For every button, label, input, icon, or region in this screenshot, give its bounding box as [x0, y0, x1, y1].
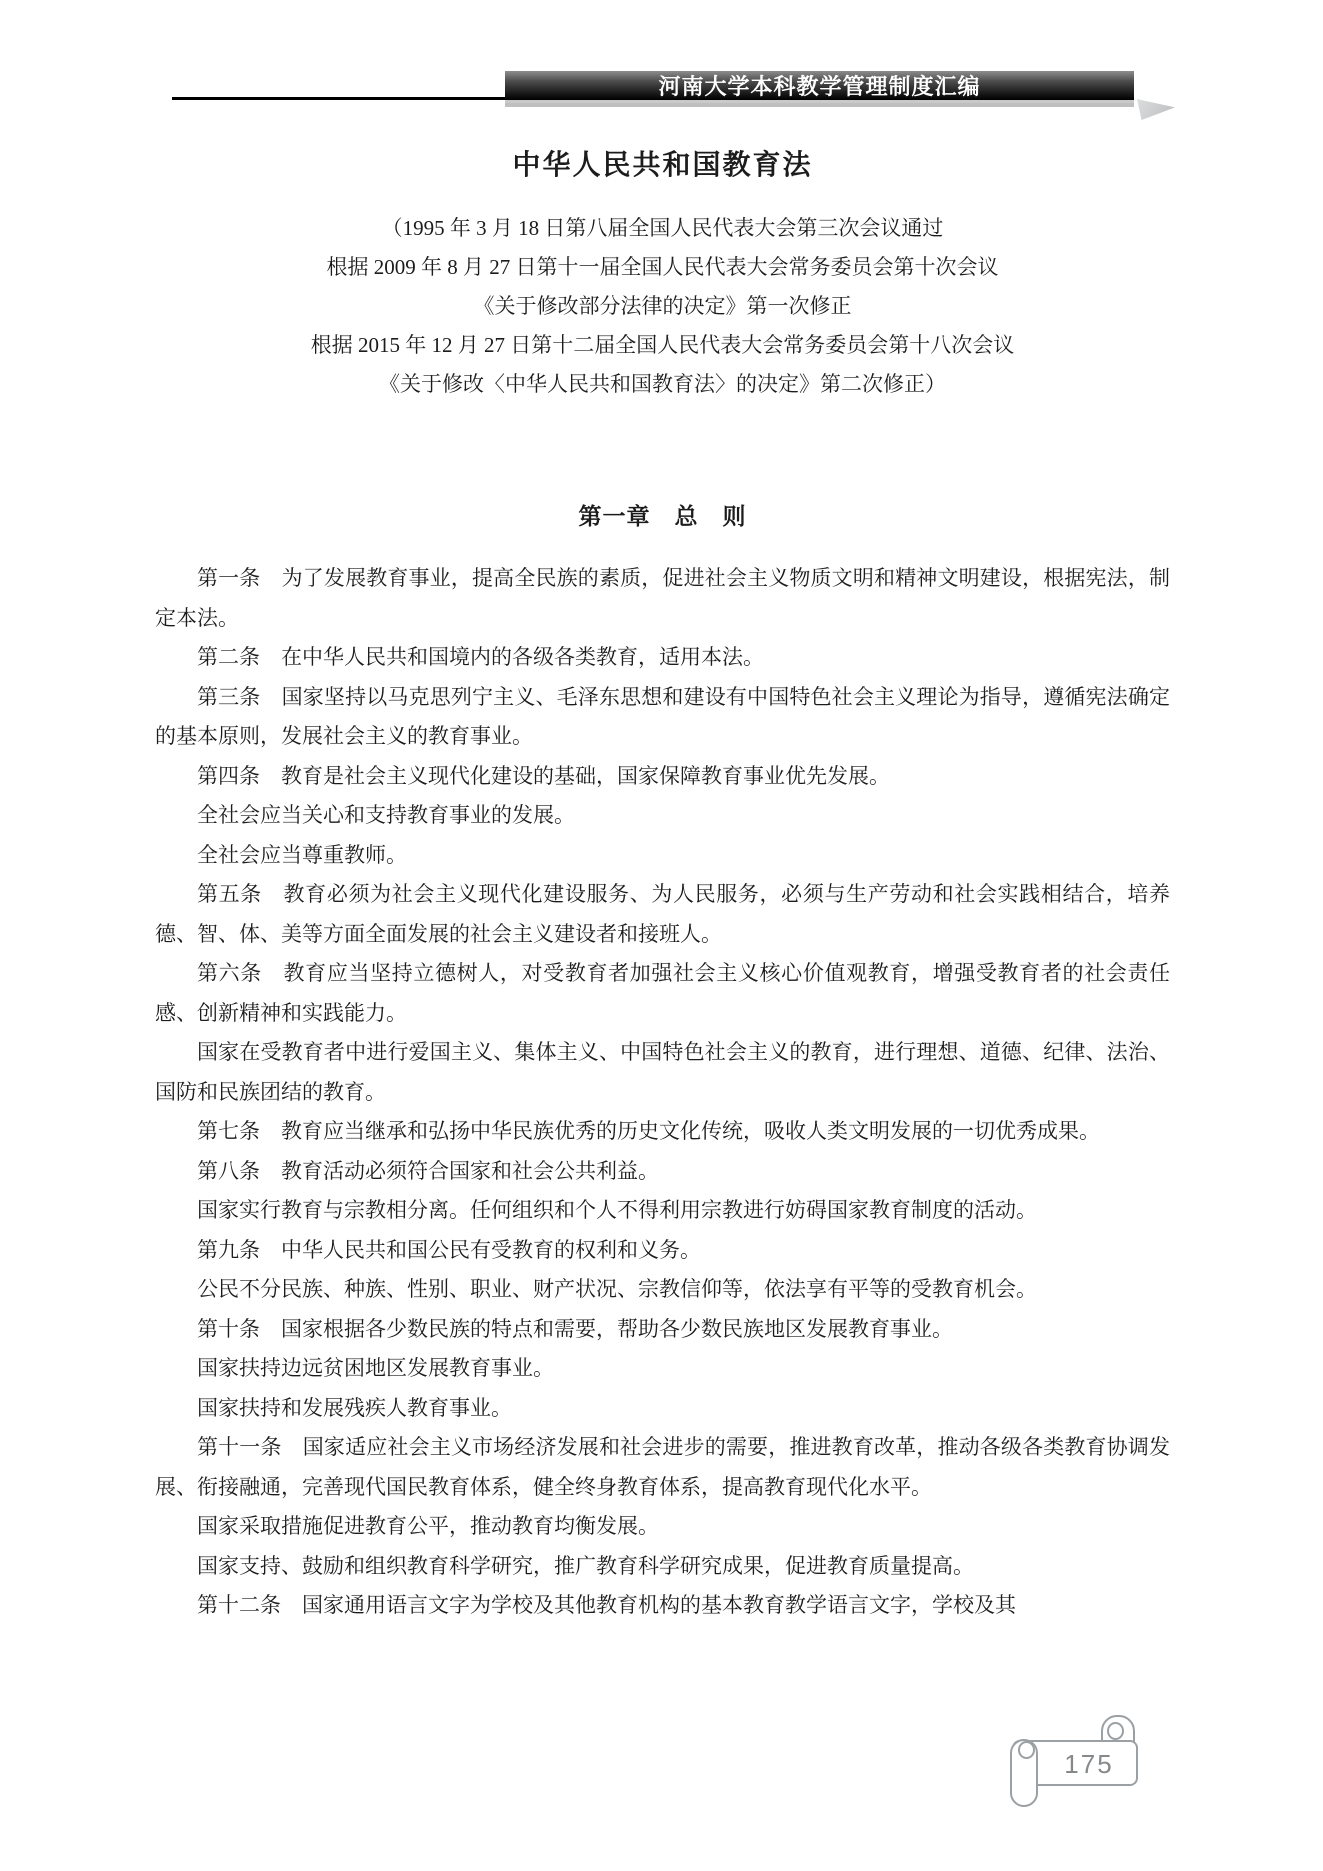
header-rule: [172, 97, 506, 100]
law-body: [155, 559, 1170, 1626]
compilation-title: 河南大学本科教学管理制度汇编: [658, 74, 981, 99]
document-title: 中华人民共和国教育法: [512, 150, 813, 181]
document-page: [155, 123, 1170, 1626]
law-paragraph: 国家采取措施促进教育公平，推动教育均衡发展。: [197, 1514, 659, 1538]
preamble-line: 《关于修改〈中华人民共和国教育法〉的决定》第二次修正）: [379, 372, 946, 396]
law-paragraph: 国家扶持边远贫困地区发展教育事业。: [197, 1356, 554, 1380]
law-paragraph: 第二条 在中华人民共和国境内的各级各类教育，适用本法。: [197, 645, 764, 669]
preamble-line: （1995 年 3 月 18 日第八届全国人民代表大会第三次会议通过: [381, 216, 944, 240]
scroll-top-roll-hole: [1107, 1722, 1124, 1740]
preamble-line: 《关于修改部分法律的决定》第一次修正: [473, 294, 852, 318]
chapter-heading: 第一章 总 则: [578, 504, 747, 529]
law-paragraph: 第十二条 国家通用语言文字为学校及其他教育机构的基本教育教学语言文字，学校及其: [197, 1593, 1016, 1617]
law-paragraph: 第十条 国家根据各少数民族的特点和需要，帮助各少数民族地区发展教育事业。: [197, 1316, 953, 1341]
law-paragraph: 第五条 教育必须为社会主义现代化建设服务、为人民服务，必须与生产劳动和社会实践相结合，培养德、智、体、美等方面全面发展的社会主义建设者和接班人。: [155, 882, 1170, 946]
corner-arrow-icon: [1137, 99, 1175, 120]
law-paragraph: 国家支持、鼓励和组织教育科学研究，推广教育科学研究成果，促进教育质量提高。: [197, 1553, 974, 1578]
law-paragraph: 第六条 教育应当坚持立德树人，对受教育者加强社会主义核心价值观教育，增强受教育者的社会责任感、创新精神和实践能力。: [155, 961, 1170, 1025]
preamble-line: 根据 2009 年 8 月 27 日第十一届全国人民代表大会常务委员会第十次会议: [326, 255, 999, 279]
preamble-line: 根据 2015 年 12 月 27 日第十二届全国人民代表大会常务委员会第十八次会议: [310, 333, 1015, 357]
law-paragraph: 第十一条 国家适应社会主义市场经济发展和社会进步的需要，推进教育改革，推动各级各类教育协调发展、衔接融通，完善现代国民教育体系，健全终身教育体系，提高教育现代化水平。: [155, 1435, 1170, 1499]
law-paragraph: 第一条 为了发展教育事业，提高全民族的素质，促进社会主义物质文明和精神文明建设，根据宪法，制定本法。: [155, 566, 1170, 630]
law-paragraph: 第七条 教育应当继承和弘扬中华民族优秀的历史文化传统，吸收人类文明发展的一切优秀成果。: [197, 1119, 1100, 1143]
page-number: 175: [1064, 1748, 1114, 1779]
law-paragraph: 国家扶持和发展残疾人教育事业。: [197, 1395, 512, 1420]
preamble: [155, 209, 1170, 404]
law-paragraph: 第八条 教育活动必须符合国家和社会公共利益。: [197, 1158, 659, 1183]
law-paragraph: 第四条 教育是社会主义现代化建设的基础，国家保障教育事业优先发展。: [197, 763, 890, 788]
law-paragraph: 第九条 中华人民共和国公民有受教育的权利和义务。: [197, 1237, 701, 1262]
scroll-left-roll-hole: [1018, 1741, 1035, 1759]
header-banner: [505, 71, 1134, 103]
law-paragraph: 全社会应当尊重教师。: [197, 842, 407, 867]
law-paragraph: 公民不分民族、种族、性别、职业、财产状况、宗教信仰等，依法享有平等的受教育机会。: [197, 1277, 1037, 1301]
law-paragraph: 国家实行教育与宗教相分离。任何组织和个人不得利用宗教进行妨碍国家教育制度的活动。: [197, 1198, 1037, 1222]
law-paragraph: 全社会应当关心和支持教育事业的发展。: [197, 803, 575, 827]
page-number-scroll-icon: [1008, 1714, 1140, 1810]
law-paragraph: 第三条 国家坚持以马克思列宁主义、毛泽东思想和建设有中国特色社会主义理论为指导，遵循宪法确定的基本原则，发展社会主义的教育事业。: [155, 684, 1170, 748]
law-paragraph: 国家在受教育者中进行爱国主义、集体主义、中国特色社会主义的教育，进行理想、道德、纪律、法治、国防和民族团结的教育。: [155, 1040, 1170, 1104]
